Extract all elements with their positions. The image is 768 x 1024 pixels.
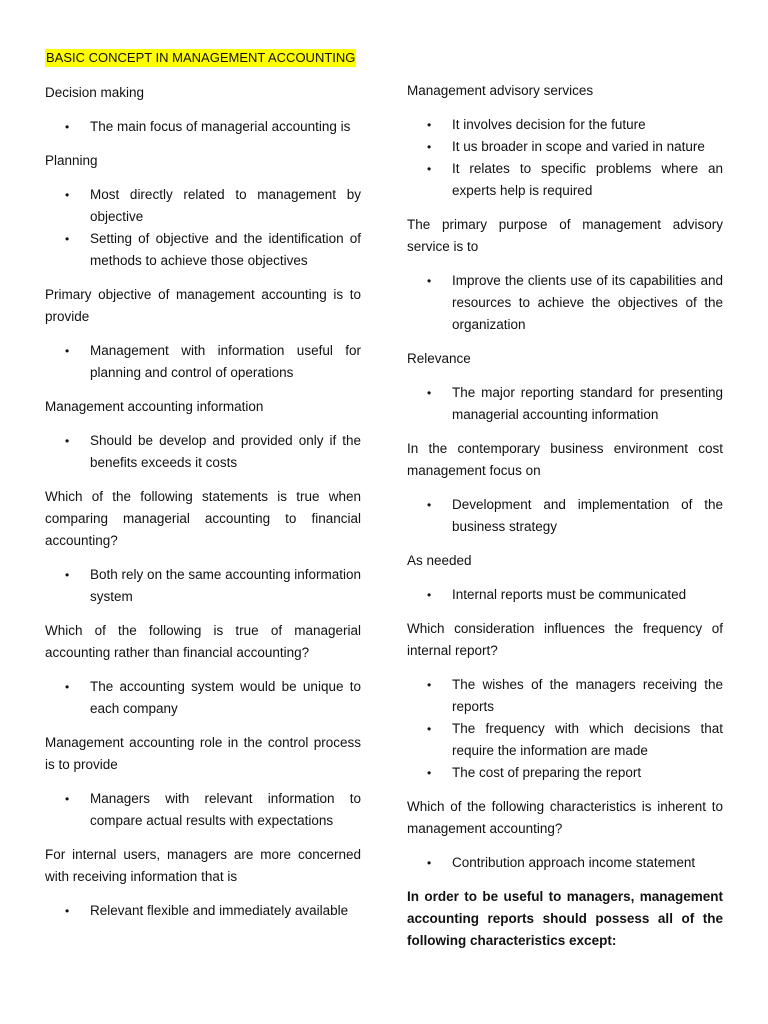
- answer-text: Improve the clients use of its capabilities and resources to achieve the objectives of the organization: [452, 273, 723, 332]
- answer-text: It involves decision for the future: [452, 117, 646, 132]
- answer-item: [407, 494, 723, 538]
- bullet-icon: •: [427, 140, 432, 154]
- answer-item: [407, 114, 723, 136]
- bullet-icon: •: [65, 568, 70, 582]
- answer-list: [45, 676, 361, 720]
- question-text: In order to be useful to managers, management accounting reports should possess all of the following characteristics except:: [407, 889, 723, 948]
- question-text: As needed: [407, 553, 472, 568]
- question-text: Which of the following characteristics is inherent to management accounting?: [407, 799, 723, 836]
- question-text: Which consideration influences the frequency of internal report?: [407, 621, 723, 658]
- answer-item: [407, 674, 723, 718]
- answer-item: [45, 228, 361, 272]
- right-column: [407, 80, 723, 964]
- answer-item: [45, 184, 361, 228]
- question-text: Relevance: [407, 351, 471, 366]
- answer-item: [45, 676, 361, 720]
- question-text: Which of the following statements is true when comparing managerial accounting to financial accounting?: [45, 489, 361, 548]
- answer-list: [407, 270, 723, 336]
- answer-item: [407, 382, 723, 426]
- answer-item: [407, 584, 723, 606]
- answer-text: Most directly related to management by objective: [90, 187, 361, 224]
- answer-item: [45, 788, 361, 832]
- bullet-icon: •: [65, 232, 70, 246]
- answer-text: Internal reports must be communicated: [452, 587, 687, 602]
- answer-list: [45, 900, 361, 922]
- answer-item: [407, 158, 723, 202]
- question-text: In the contemporary business environment cost management focus on: [407, 441, 723, 478]
- answer-text: It relates to specific problems where an experts help is required: [452, 161, 723, 198]
- answer-list: [45, 788, 361, 832]
- answer-item: [45, 116, 361, 138]
- bullet-icon: •: [65, 904, 70, 918]
- bullet-icon: •: [65, 434, 70, 448]
- bullet-icon: •: [427, 274, 432, 288]
- answer-text: The frequency with which decisions that require the information are made: [452, 721, 723, 758]
- answer-text: The major reporting standard for presenting managerial accounting information: [452, 385, 723, 422]
- bullet-icon: •: [65, 188, 70, 202]
- answer-text: Both rely on the same accounting information system: [90, 567, 361, 604]
- answer-text: Management with information useful for planning and control of operations: [90, 343, 361, 380]
- answer-text: Setting of objective and the identification of methods to achieve those objectives: [90, 231, 361, 268]
- bullet-icon: •: [427, 856, 432, 870]
- bullet-icon: •: [427, 588, 432, 602]
- answer-list: [45, 184, 361, 272]
- answer-text: Contribution approach income statement: [452, 855, 696, 870]
- bullet-icon: •: [65, 680, 70, 694]
- answer-text: The accounting system would be unique to each company: [90, 679, 361, 716]
- answer-list: [407, 674, 723, 784]
- answer-item: [407, 762, 723, 784]
- answer-text: The wishes of the managers receiving the reports: [452, 677, 723, 714]
- answer-list: [45, 340, 361, 384]
- bullet-icon: •: [65, 344, 70, 358]
- answer-text: It us broader in scope and varied in nature: [452, 139, 705, 154]
- bullet-icon: •: [427, 498, 432, 512]
- answer-list: [45, 116, 361, 138]
- answer-list: [45, 430, 361, 474]
- answer-item: [45, 430, 361, 474]
- question-text: Decision making: [45, 85, 145, 100]
- answer-item: [45, 340, 361, 384]
- question-text: Management advisory services: [407, 83, 594, 98]
- question-text: Which of the following is true of managerial accounting rather than financial accounting?: [45, 623, 361, 660]
- answer-list: [407, 852, 723, 874]
- answer-text: The main focus of managerial accounting is: [90, 119, 351, 134]
- bullet-icon: •: [427, 118, 432, 132]
- answer-list: [407, 494, 723, 538]
- question-text: The primary purpose of management advisory service is to: [407, 217, 723, 254]
- bullet-icon: •: [65, 792, 70, 806]
- answer-list: [407, 382, 723, 426]
- bullet-icon: •: [427, 678, 432, 692]
- answer-list: [407, 584, 723, 606]
- answer-list: [407, 114, 723, 202]
- question-text: Primary objective of management accounting is to provide: [45, 287, 361, 324]
- answer-item: [407, 852, 723, 874]
- answer-text: Should be develop and provided only if the benefits exceeds it costs: [90, 433, 361, 470]
- page-title: BASIC CONCEPT IN MANAGEMENT ACCOUNTING: [46, 50, 356, 65]
- answer-item: [407, 136, 723, 158]
- question-text: Management accounting information: [45, 399, 264, 414]
- bullet-icon: •: [427, 766, 432, 780]
- bullet-icon: •: [427, 162, 432, 176]
- question-text: Planning: [45, 153, 98, 168]
- answer-text: Development and implementation of the business strategy: [452, 497, 723, 534]
- answer-text: Relevant flexible and immediately available: [90, 903, 349, 918]
- answer-text: Managers with relevant information to compare actual results with expectations: [90, 791, 361, 828]
- question-text: Management accounting role in the control process is to provide: [45, 735, 361, 772]
- answer-text: The cost of preparing the report: [452, 765, 642, 780]
- answer-item: [45, 564, 361, 608]
- bullet-icon: •: [65, 120, 70, 134]
- question-text: For internal users, managers are more concerned with receiving information that is: [45, 847, 361, 884]
- answer-item: [407, 718, 723, 762]
- bullet-icon: •: [427, 722, 432, 736]
- left-column: [45, 47, 361, 934]
- answer-list: [45, 564, 361, 608]
- answer-item: [45, 900, 361, 922]
- answer-item: [407, 270, 723, 336]
- bullet-icon: •: [427, 386, 432, 400]
